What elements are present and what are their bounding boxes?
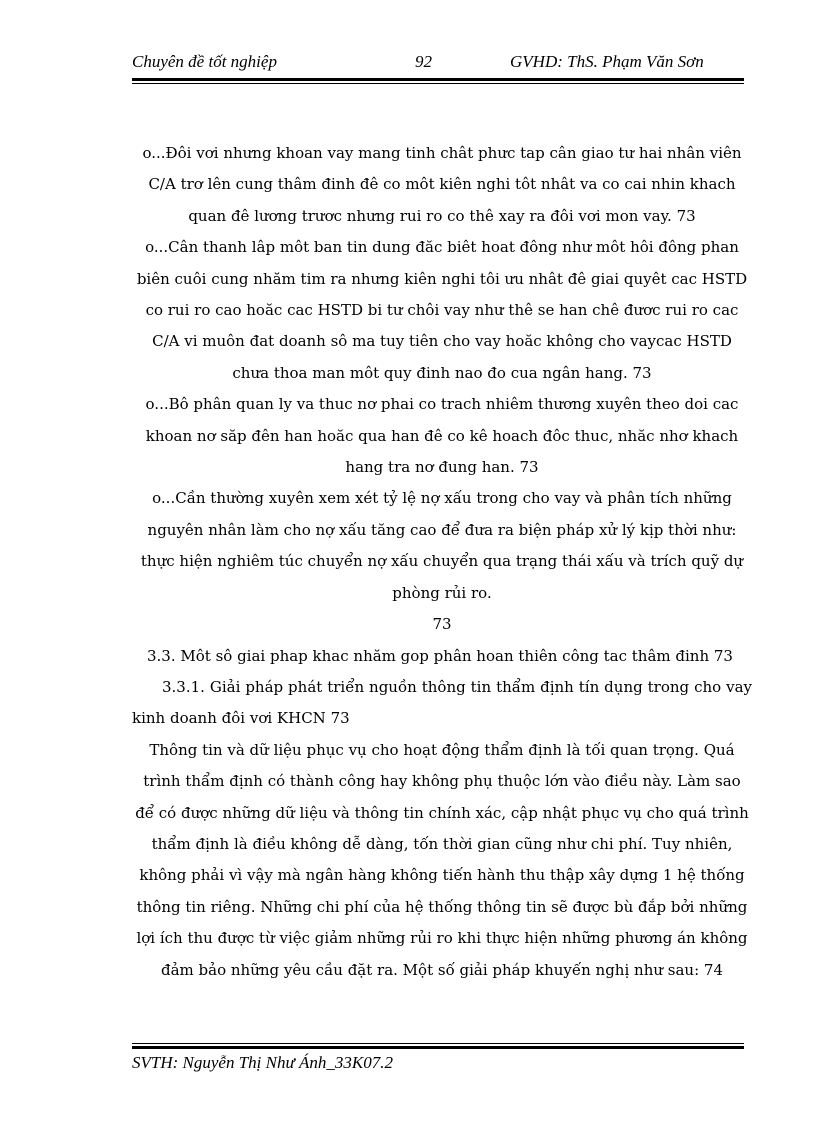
header-rule-thick <box>132 78 744 81</box>
toc-section-3-3-1[interactable]: 3.3.1. Giải pháp phát triển nguồn thông tin thẩm định tín dụng trong cho vay kinh doanh đôi vơi KHCN 73 <box>132 677 752 728</box>
header-rule-thin <box>132 83 744 84</box>
toc-bullet-3[interactable]: o...Bô phân quan ly va thuc nơ phai co trach nhiêm thương xuyên theo doi cac khoan nơ săp đên han hoăc qua han đê co kê hoach đôc thuc, nhăc nhơ khach hang tra nơ đung han. 73 <box>145 395 739 477</box>
toc-bullet-2[interactable]: o...Cân thanh lâp môt ban tin dung đăc biêt hoat đông như môt hôi đông phan biên cuôi cung nhăm tim ra nhưng kiên nghi tôi ưu nhât đê giai quyêt cac HSTD co rui ro cao hoăc cac HSTD bi tư chôi vay như thê se han chê đươc rui ro cac C/A vi muôn đat doanh sô ma tuy tiên cho vay hoăc không cho vaycac HSTD chưa thoa man môt quy đinh nao đo cua ngân hang. 73 <box>136 238 748 382</box>
toc-bullet-4[interactable]: o...Cần thường xuyên xem xét tỷ lệ nợ xấu trong cho vay và phân tích những nguyên nhân làm cho nợ xấu tăng cao để đưa ra biện pháp xử lý kịp thời như: thực hiện nghiêm túc chuyển nợ xấu chuyển qua trạng thái xấu và trích quỹ dự phòng rủi ro. <box>140 489 744 602</box>
footer-rule-thick <box>132 1046 744 1049</box>
footer-rule-thin <box>132 1043 744 1044</box>
toc-body <box>132 138 752 986</box>
header-supervisor: GVHD: ThS. Phạm Văn Sơn <box>510 52 704 71</box>
toc-bullet-4-page: 73 <box>432 615 452 634</box>
toc-section-3-3[interactable]: 3.3. Môt sô giai phap khac nhăm gop phân hoan thiên công tac thâm đinh 73 <box>147 646 733 665</box>
toc-paragraph[interactable]: Thông tin và dữ liệu phục vụ cho hoạt động thẩm định là tối quan trọng. Quá trình thẩm định có thành công hay không phụ thuộc lớn vào điều này. Làm sao để có được những dữ liệu và thông tin chính xác, cập nhật phục vụ cho quá trình thẩm định là điều không dễ dàng, tốn thời gian cũng như chi phí. Tuy nhiên, không phải vì vậy mà ngân hàng không tiến hành thu thập xây dựng 1 hệ thống thông tin riêng. Những chi phí của hệ thống thông tin sẽ được bù đắp bởi những lợi ích thu được từ việc giảm những rủi ro khi thực hiện những phương án không đảm bảo những yêu cầu đặt ra. Một số giải pháp khuyến nghị như sau: 74 <box>135 740 749 979</box>
page-header <box>132 50 744 76</box>
header-document-type: Chuyên đề tốt nghiệp <box>132 52 277 71</box>
page-footer: SVTH: Nguyễn Thị Như Ánh_33K07.2 <box>132 1053 393 1072</box>
toc-bullet-1[interactable]: o...Đôi vơi nhưng khoan vay mang tinh chât phưc tap cân giao tư hai nhân viên C/A trơ lên cung thâm đinh đê co môt kiên nghi tôt nhât va co cai nhin khach quan đê lương trươc nhưng rui ro co thê xay ra đôi vơi mon vay. 73 <box>142 144 742 225</box>
header-page-number: 92 <box>415 52 432 71</box>
